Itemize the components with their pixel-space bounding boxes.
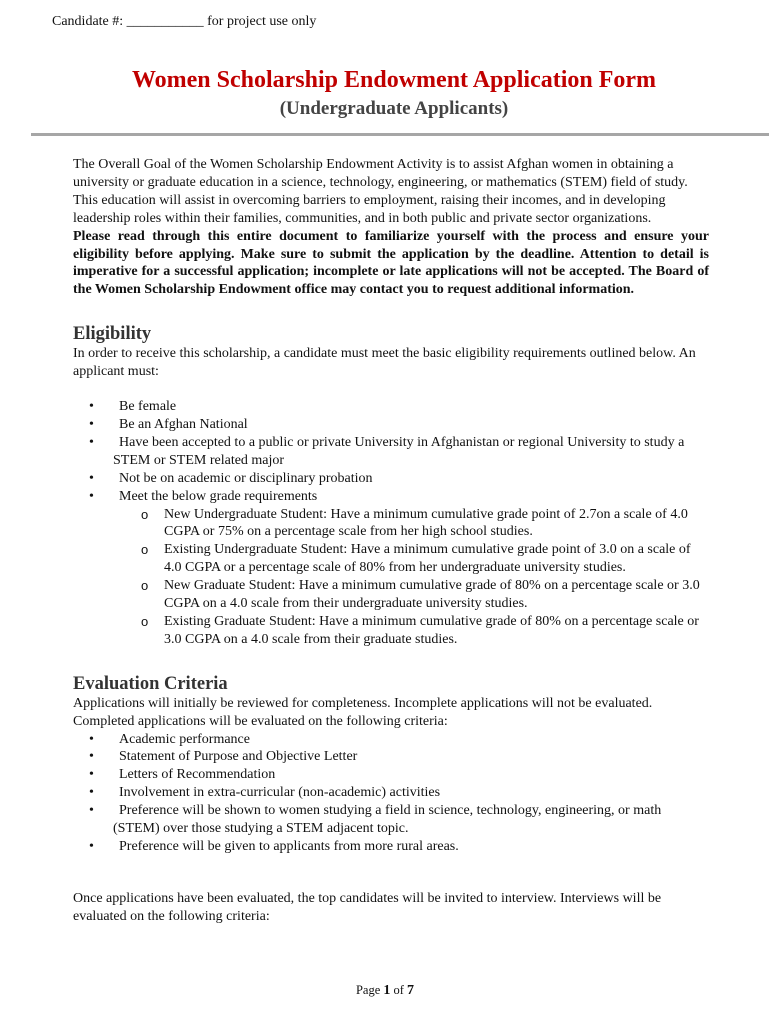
- circle-bullet-icon: o: [141, 506, 149, 522]
- list-item: • Statement of Purpose and Objective Letter: [89, 749, 358, 765]
- grade-requirements-list: [73, 506, 709, 649]
- circle-bullet-icon: o: [141, 542, 149, 558]
- bullet-icon: •: [89, 416, 94, 432]
- list-item: • Academic performance: [89, 731, 250, 747]
- page-label: Page: [355, 983, 381, 997]
- eligibility-list: [73, 398, 709, 505]
- list-item: o Existing Undergraduate Student: Have a minimum cumulative grade point of 3.0 on a scale of 4.0 CGPA or a percentage scale of 80% from her undergraduate university studies.: [141, 542, 691, 576]
- list-item: o Existing Graduate Student: Have a minimum cumulative grade of 80% on a percentage scale or 3.0 CGPA on a 4.0 scale from their graduate studies.: [141, 613, 699, 647]
- eligibility-heading: Eligibility: [73, 324, 152, 345]
- important-notice: Please read through this entire document to familiarize yourself with the process and ensure your eligibility before applying. Make sure to submit the application by the deadline. Attention to detail is imperative for a successful application; incomplete or late applications will not be accepted. The Board of the Women Scholarship Endowment office may contact you to request additional information.: [73, 228, 709, 298]
- list-item: o New Undergraduate Student: Have a minimum cumulative grade point of 2.7on a scale of 4.0 CGPA or 75% on a percentage scale from her high school studies.: [141, 506, 688, 540]
- candidate-number-line: Candidate #: ___________ for project use only: [52, 14, 317, 29]
- circle-bullet-icon: o: [141, 613, 149, 629]
- bullet-icon: •: [89, 785, 94, 801]
- bullet-icon: •: [89, 839, 94, 854]
- bullet-icon: •: [89, 470, 94, 486]
- eligibility-intro: In order to receive this scholarship, a candidate must meet the basic eligibility requirements outlined below. An applicant must:: [73, 346, 696, 380]
- evaluation-intro: Applications will initially be reviewed for completeness. Incomplete applications will not be evaluated. Completed applications will be evaluated on the following criteria:: [73, 695, 653, 729]
- bullet-icon: •: [89, 767, 94, 783]
- bullet-icon: •: [89, 399, 94, 415]
- bullet-icon: •: [89, 488, 94, 504]
- bullet-icon: •: [89, 803, 94, 819]
- bullet-icon: •: [89, 749, 94, 765]
- total-pages: 7: [407, 983, 415, 998]
- list-item: • Be female: [89, 399, 177, 415]
- interview-note: Once applications have been evaluated, the top candidates will be invited to interview. Interviews will be evaluated on the following criteria:: [73, 890, 662, 924]
- title-divider: [31, 133, 769, 136]
- bullet-icon: •: [89, 731, 94, 747]
- list-item: • Letters of Recommendation: [89, 767, 276, 783]
- form-subtitle: (Undergraduate Applicants): [279, 98, 509, 119]
- document-body: [73, 156, 709, 926]
- list-item: • Preference will be shown to women studying a field in science, technology, engineering, or math (STEM) over those studying a STEM adjacent topic.: [89, 803, 662, 837]
- bullet-icon: •: [89, 434, 94, 450]
- list-item: • Not be on academic or disciplinary probation: [89, 470, 373, 486]
- page-footer: [0, 983, 770, 999]
- circle-bullet-icon: o: [141, 578, 149, 594]
- evaluation-criteria-heading: Evaluation Criteria: [73, 673, 228, 694]
- overall-goal-paragraph: The Overall Goal of the Women Scholarship Endowment Activity is to assist Afghan women in obtaining a university or graduate education in a science, technology, engineering, or mathematics (STEM) field of study. This education will assist in overcoming barriers to employment, raising their incomes, and in developing leadership roles within their families, communities, and in both public and private sector organizations.: [73, 157, 688, 226]
- list-item: o New Graduate Student: Have a minimum cumulative grade of 80% on a percentage scale or 3.0 CGPA on a 4.0 scale from their undergraduate university studies.: [141, 578, 700, 612]
- form-title: Women Scholarship Endowment Application Form: [131, 67, 657, 93]
- page-number: 1: [383, 983, 391, 998]
- list-item: • Be an Afghan National: [89, 416, 248, 432]
- list-item: • Have been accepted to a public or private University in Afghanistan or regional University to study a STEM or STEM related major: [89, 434, 685, 468]
- evaluation-criteria-list: [73, 731, 709, 856]
- list-item: • Meet the below grade requirements: [89, 488, 318, 504]
- of-label: of: [393, 983, 404, 997]
- list-item: • Preference will be given to applicants from more rural areas.: [89, 839, 459, 854]
- list-item: • Involvement in extra-curricular (non-academic) activities: [89, 785, 441, 801]
